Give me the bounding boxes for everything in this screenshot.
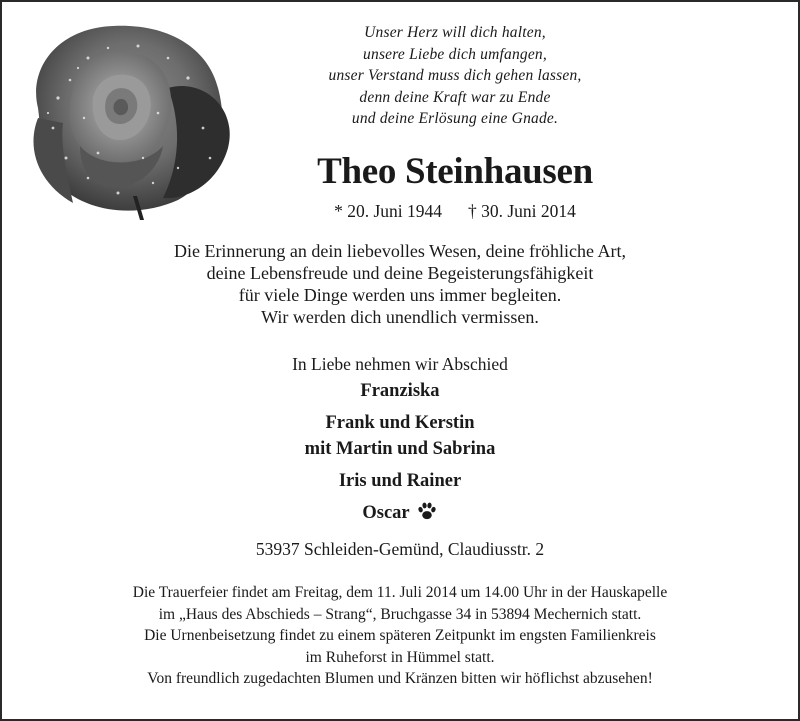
family-address: 53937 Schleiden-Gemünd, Claudiusstr. 2 bbox=[255, 539, 545, 559]
poem bbox=[290, 22, 620, 130]
urn-line: Die Urnenbeisetzung findet zu einem späteren Zeitpunkt im engsten Familienkreis bbox=[144, 627, 656, 644]
rose-image bbox=[18, 18, 243, 220]
poem-line: Unser Herz will dich halten, bbox=[364, 24, 546, 41]
urn-line: im Ruheforst in Hümmel statt. bbox=[305, 648, 495, 666]
birth-date: * 20. Juni 1944 bbox=[334, 201, 442, 221]
flowers-note: Von freundlich zugedachten Blumen und Kränzen bitten wir höflichst abzusehen! bbox=[147, 670, 653, 687]
poem-line: unser Verstand muss dich gehen lassen, bbox=[328, 67, 582, 84]
deceased-name: Theo Steinhausen bbox=[317, 151, 593, 192]
poem-line: und deine Erlösung eine Gnade. bbox=[351, 110, 559, 127]
funeral-info bbox=[30, 582, 770, 690]
poem-line: unsere Liebe dich umfangen, bbox=[363, 45, 547, 63]
tribute-line: Die Erinnerung an dein liebevolles Wesen, deine fröhliche Art, bbox=[173, 241, 627, 261]
mourner-name: Iris und Rainer bbox=[338, 471, 462, 491]
mourner-name: mit Martin und Sabrina bbox=[304, 439, 496, 459]
mourner-pet bbox=[200, 500, 600, 526]
tribute-line: für viele Dinge werden uns immer begleiten. bbox=[238, 285, 562, 305]
farewell-line: In Liebe nehmen wir Abschied bbox=[292, 354, 508, 374]
poem-line: denn deine Kraft war zu Ende bbox=[359, 88, 551, 106]
mourner-name: Oscar bbox=[362, 503, 410, 523]
paw-print-icon bbox=[416, 500, 438, 522]
ceremony-line: im „Haus des Abschieds – Strang“, Bruchgasse 34 in 53894 Mechernich statt. bbox=[158, 605, 642, 623]
tribute-text bbox=[60, 240, 740, 328]
mourner-name: Franziska bbox=[360, 381, 440, 401]
death-date: † 30. Juni 2014 bbox=[468, 201, 576, 221]
tribute-line: Wir werden dich unendlich vermissen. bbox=[261, 307, 539, 327]
tribute-line: deine Lebensfreude und deine Begeisterungsfähigkeit bbox=[206, 263, 594, 283]
life-dates bbox=[250, 199, 660, 223]
mourners-list bbox=[200, 378, 600, 526]
ceremony-line: Die Trauerfeier findet am Freitag, dem 11. Juli 2014 um 14.00 Uhr in der Hauskapelle bbox=[132, 584, 668, 601]
mourner-name: Frank und Kerstin bbox=[325, 413, 475, 433]
